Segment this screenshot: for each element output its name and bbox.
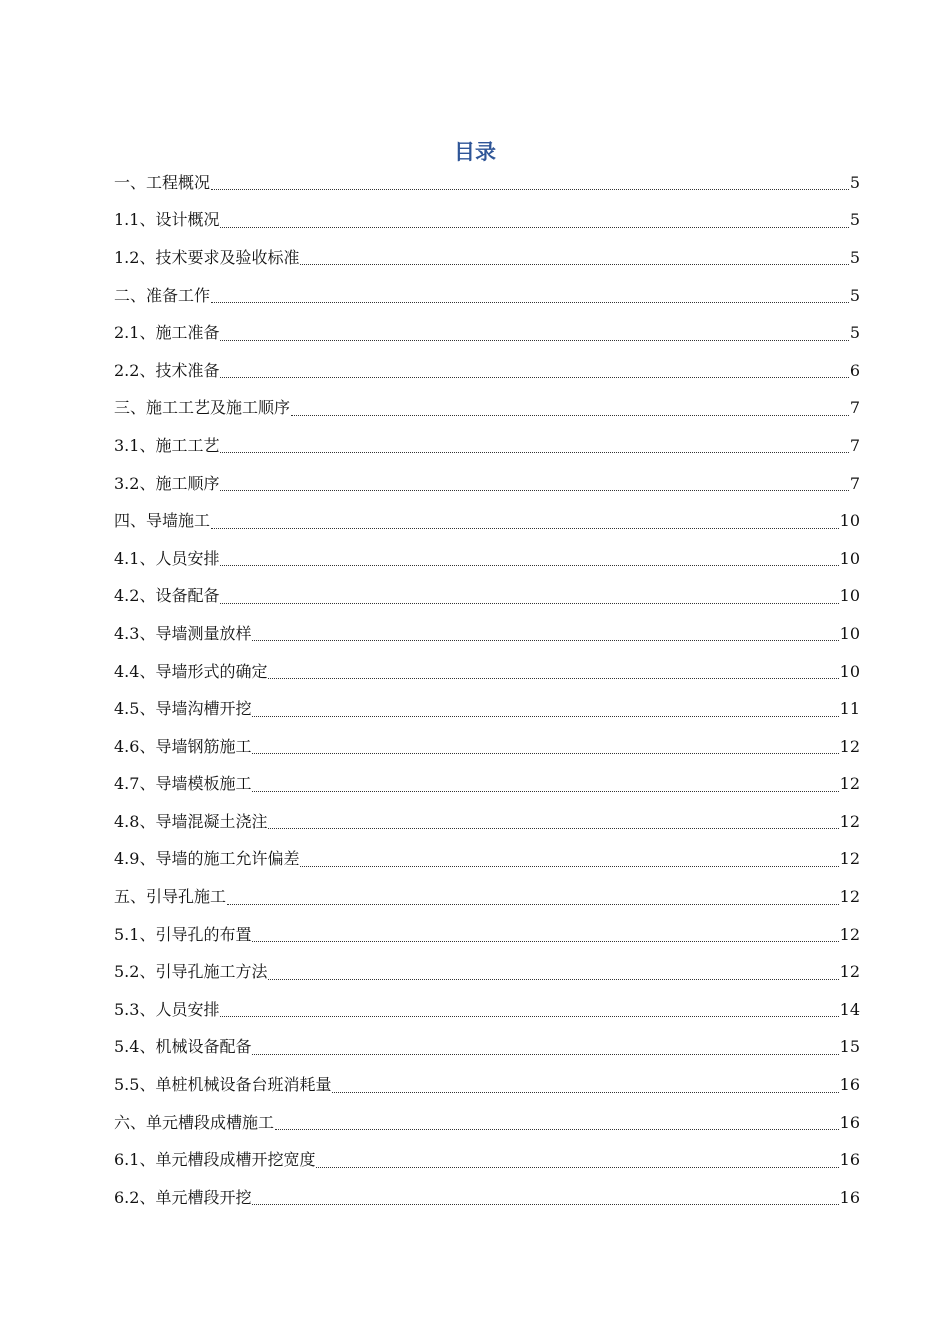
toc-entry-leader-dots [275,1129,839,1130]
toc-entry-page-number: 5 [849,210,860,230]
toc-entry-label: 4.8、导墙混凝土浇注 [114,811,268,831]
toc-entry-leader-dots [220,603,838,604]
toc-entry[interactable] [114,1179,860,1217]
toc-entry-page-number: 14 [839,999,860,1019]
toc-entry[interactable] [114,390,860,428]
toc-title: 目录 [454,140,496,164]
toc-entry-leader-dots [220,565,838,566]
toc-entry-page-number: 15 [839,1037,860,1057]
toc-entry-page-number: 5 [849,247,860,267]
toc-entry-page-number: 12 [839,736,860,756]
toc-entry-label: 六、单元槽段成槽施工 [114,1112,275,1132]
toc-entry-label: 4.3、导墙测量放样 [114,623,252,643]
toc-entry[interactable] [114,916,860,954]
toc-entry-page-number: 16 [839,1075,860,1095]
toc-entry-page-number: 11 [839,699,860,719]
toc-entry-page-number: 7 [849,435,860,455]
toc-entry-page-number: 5 [849,323,860,343]
toc-entry[interactable] [114,202,860,240]
toc-entry-leader-dots [220,377,848,378]
toc-entry[interactable] [114,578,860,616]
toc-entry[interactable] [114,540,860,578]
toc-entry-label: 1.1、设计概况 [114,210,220,230]
toc-entry[interactable] [114,352,860,390]
toc-entry-leader-dots [220,490,848,491]
toc-entry[interactable] [114,653,860,691]
toc-entry-label: 5.2、引导孔施工方法 [114,962,268,982]
toc-entry-label: 4.4、导墙形式的确定 [114,661,268,681]
toc-entry-leader-dots [220,1016,838,1017]
toc-entry-leader-dots [220,452,848,453]
toc-entry-leader-dots [252,716,838,717]
toc-entry[interactable] [114,465,860,503]
toc-entry-leader-dots [227,904,839,905]
toc-entry-leader-dots [211,302,849,303]
toc-entry-label: 6.2、单元槽段开挖 [114,1187,252,1207]
toc-entry[interactable] [114,239,860,277]
toc-entry-label: 五、引导孔施工 [114,887,227,907]
toc-entry-page-number: 10 [839,661,860,681]
toc-entry-label: 4.9、导墙的施工允许偏差 [114,849,300,869]
toc-entry-page-number: 12 [839,811,860,831]
toc-entry-label: 二、准备工作 [114,285,211,305]
toc-entry-page-number: 10 [839,623,860,643]
toc-entry-leader-dots [252,1054,838,1055]
toc-entry-page-number: 10 [839,586,860,606]
toc-entry-page-number: 12 [839,774,860,794]
toc-entry-page-number: 12 [839,962,860,982]
toc-entry[interactable] [114,277,860,315]
toc-entry-leader-dots [220,340,848,341]
toc-entry-leader-dots [300,264,848,265]
toc-entry-label: 3.1、施工工艺 [114,435,220,455]
toc-entry[interactable] [114,803,860,841]
toc-entry[interactable] [114,953,860,991]
toc-entry[interactable] [114,502,860,540]
toc-entry-label: 5.4、机械设备配备 [114,1037,252,1057]
toc-entry[interactable] [114,314,860,352]
toc-entry-page-number: 12 [839,887,860,907]
toc-entry[interactable] [114,991,860,1029]
toc-entry-label: 三、施工工艺及施工顺序 [114,398,291,418]
toc-entry-page-number: 7 [849,398,860,418]
toc-entry-page-number: 16 [839,1187,860,1207]
toc-entry-label: 4.2、设备配备 [114,586,220,606]
toc-entry[interactable] [114,1104,860,1142]
toc-entry-leader-dots [211,528,839,529]
toc-entry-leader-dots [252,753,838,754]
toc-entry-page-number: 10 [839,548,860,568]
toc-entry[interactable] [114,1141,860,1179]
toc-entry-label: 5.3、人员安排 [114,999,220,1019]
toc-entry-leader-dots [268,828,838,829]
toc-entry-label: 3.2、施工顺序 [114,473,220,493]
toc-entry[interactable] [114,690,860,728]
toc-entry-page-number: 12 [839,924,860,944]
toc-entry-label: 6.1、单元槽段成槽开挖宽度 [114,1150,316,1170]
toc-entry-label: 4.1、人员安排 [114,548,220,568]
toc-entry-leader-dots [252,1204,838,1205]
toc-entry-page-number: 6 [849,360,860,380]
toc-entry-label: 四、导墙施工 [114,511,211,531]
toc-entry-leader-dots [268,678,838,679]
toc-entry-label: 4.5、导墙沟槽开挖 [114,699,252,719]
toc-list [114,164,860,1217]
toc-entry-leader-dots [252,941,838,942]
toc-entry-leader-dots [220,227,848,228]
toc-entry-label: 5.1、引导孔的布置 [114,924,252,944]
toc-entry[interactable] [114,427,860,465]
toc-entry-page-number: 5 [849,285,860,305]
toc-entry-leader-dots [316,1167,838,1168]
toc-entry-leader-dots [291,415,849,416]
toc-entry[interactable] [114,1066,860,1104]
toc-entry-label: 5.5、单桩机械设备台班消耗量 [114,1075,332,1095]
toc-entry-leader-dots [252,640,838,641]
toc-entry[interactable] [114,728,860,766]
toc-entry-label: 1.2、技术要求及验收标准 [114,247,300,267]
toc-entry-page-number: 7 [849,473,860,493]
toc-entry[interactable] [114,164,860,202]
toc-entry-label: 2.1、施工准备 [114,323,220,343]
toc-entry-leader-dots [300,866,838,867]
toc-entry-label: 一、工程概况 [114,172,211,192]
toc-entry[interactable] [114,766,860,804]
toc-entry-page-number: 16 [839,1112,860,1132]
toc-entry-leader-dots [268,979,838,980]
toc-entry-leader-dots [252,791,838,792]
toc-entry-page-number: 16 [839,1150,860,1170]
toc-entry[interactable] [114,615,860,653]
toc-entry[interactable] [114,841,860,879]
toc-entry-label: 2.2、技术准备 [114,360,220,380]
toc-entry-label: 4.6、导墙钢筋施工 [114,736,252,756]
toc-entry-page-number: 10 [839,511,860,531]
toc-entry-leader-dots [211,189,849,190]
toc-entry-page-number: 5 [849,172,860,192]
toc-entry-page-number: 12 [839,849,860,869]
toc-entry[interactable] [114,878,860,916]
toc-entry-label: 4.7、导墙模板施工 [114,774,252,794]
toc-entry[interactable] [114,1029,860,1067]
toc-entry-leader-dots [332,1092,838,1093]
